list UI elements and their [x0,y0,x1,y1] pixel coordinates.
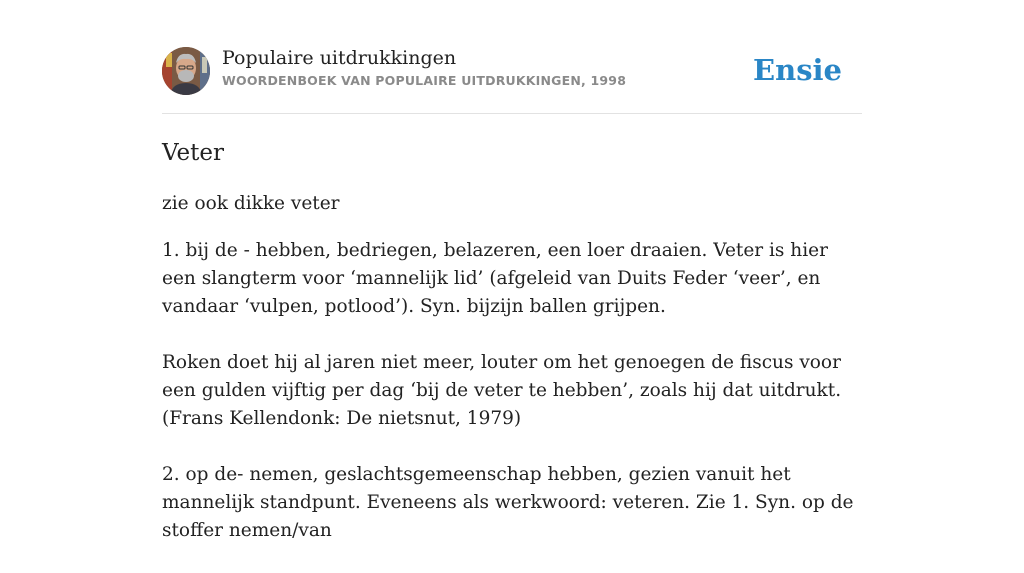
ensie-logo[interactable]: Ensie [753,53,842,87]
see-also-text: zie ook dikke veter [162,193,340,214]
page-container [162,0,862,541]
author-portrait-icon [162,47,210,95]
entry-paragraph: 1. bij de - hebben, bedriegen, belazeren, een loer draaien. Veter is hier een slangterm voor ‘mannelijk lid’ (afgeleid van Duits Feder ‘veer’, en vandaar ‘vulpen, potlood’). Syn. bijzijn ballen grijpen. [162,240,828,317]
source-subtitle: WOORDENBOEK VAN POPULAIRE UITDRUKKINGEN, 1998 [222,73,627,88]
source-header [162,0,862,114]
author-avatar[interactable] [162,47,210,95]
entry-paragraph: Roken doet hij al jaren niet meer, louter om het genoegen de fiscus voor een gulden vijftig per dag ‘bij de veter te hebben’, zoals hij dat uitdrukt. (Frans Kellendonk: De nietsnut, 1979) [162,352,842,429]
entry-title: Veter [162,140,224,166]
source-title[interactable]: Populaire uitdrukkingen [222,47,457,69]
entry-body [162,237,862,573]
entry-paragraph: 2. op de- nemen, geslachtsgemeenschap hebben, gezien vanuit het mannelijk standpunt. Eveneens als werkwoord: veteren. Zie 1. Syn. op de stoffer nemen/van [162,464,854,541]
source-info [222,46,626,88]
